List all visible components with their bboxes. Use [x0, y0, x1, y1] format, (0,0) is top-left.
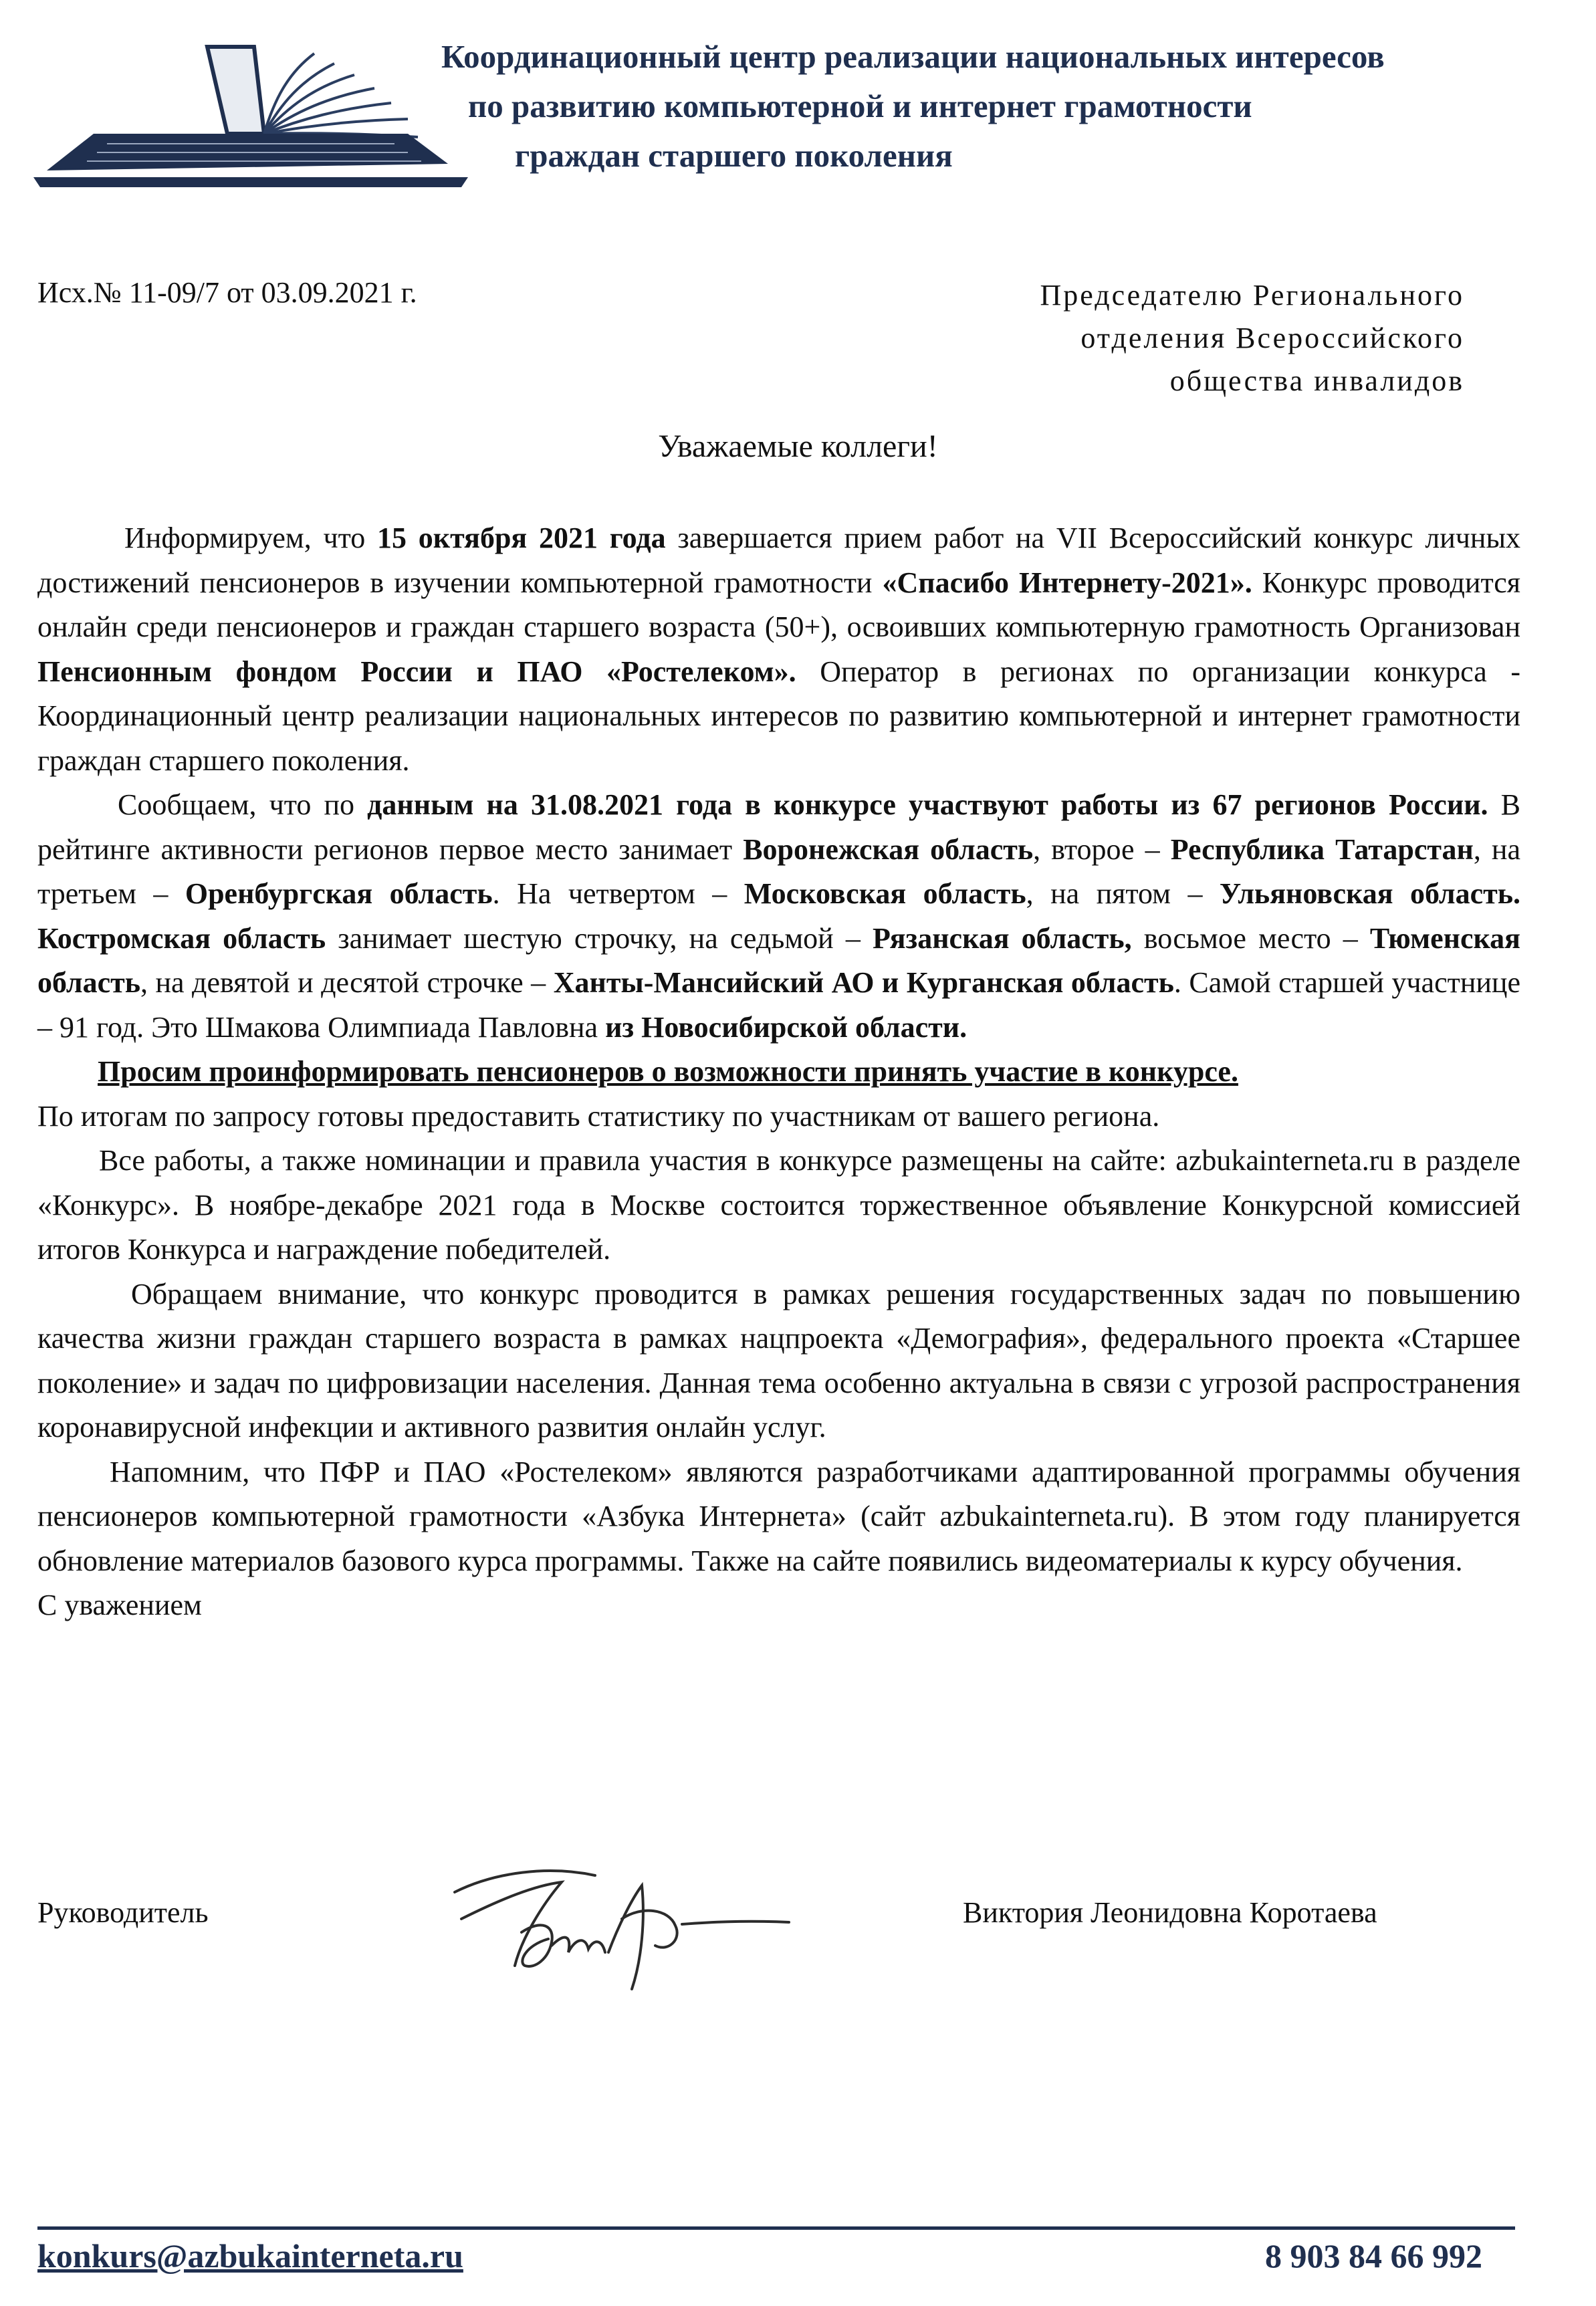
- request-line: Просим проинформировать пенсионеров о возможности принять участие в конкурсе.: [98, 1055, 1238, 1088]
- text-span: , на пятом –: [1026, 877, 1220, 910]
- paragraph-2: [37, 783, 1520, 1050]
- addressee-line: общества инвалидов: [1169, 364, 1464, 397]
- paragraph-1: [37, 516, 1520, 783]
- text-span: Информируем, что: [124, 522, 378, 554]
- bold-span: Республика Татарстан: [1170, 832, 1474, 866]
- bold-span: данным на 31.08.2021 года в конкурсе участвуют работы из 67 регионов России.: [367, 788, 1488, 821]
- text-span: В рейтинге активности регионов первое место занимает: [37, 788, 1520, 866]
- text-span: , второе –: [1033, 832, 1171, 866]
- bold-span: Ульяновская область.: [1219, 877, 1521, 910]
- addressee-line: Председателю Регионального: [1040, 279, 1464, 312]
- bold-span: Ханты-Мансийский АО и Курганская область: [553, 966, 1174, 999]
- text-span: Оператор в регионах по организации конкурса - Координационный центр реализации национальных интересов по развитию компьютерной и интернет грамотности граждан старшего поколения.: [37, 655, 1520, 777]
- bold-span: Пенсионным фондом России и ПАО «Ростелеком».: [37, 655, 796, 688]
- addressee-line: отделения Всероссийского: [1080, 322, 1464, 354]
- bold-span: Тюменская область: [37, 921, 1520, 999]
- signatory-name: Виктория Леонидовна Коротаева: [963, 1896, 1377, 1929]
- text-span: Сообщаем, что по: [118, 788, 368, 821]
- bold-span: из Новосибирской области.: [605, 1010, 967, 1044]
- bold-span: Рязанская область,: [872, 921, 1132, 955]
- org-title-line: по развитию компьютерной и интернет грамотности: [468, 88, 1252, 124]
- text-span: , на девятой и десятой строчке –: [140, 966, 554, 999]
- handwritten-signature: [441, 1845, 816, 1999]
- text-span: . На четвертом –: [492, 877, 744, 910]
- bold-span: Воронежская область: [743, 832, 1034, 866]
- text-span: , на третьем –: [37, 832, 1521, 910]
- text-span: Конкурс проводится онлайн среди пенсионеров и граждан старшего возраста (50+), освоивших компьютерную грамотность Организован: [37, 566, 1521, 643]
- org-title-line: Координационный центр реализации национальных интересов: [441, 38, 1385, 75]
- footer-divider: [37, 2226, 1515, 2230]
- paragraph-5: Обращаем внимание, что конкурс проводится в рамках решения государственных задач по повышению качества жизни граждан старшего возраста в рамках нацпроекта «Демография», федерального проекта «Старшее поколение» и задач по цифровизации населения. Данная тема особенно актуальна в связи с угрозой распространения коронавирусной инфекции и активного развития онлайн услуг.: [37, 1277, 1520, 1444]
- letter-body: [37, 516, 1520, 1628]
- text-span: завершается прием работ на VII Всероссийский конкурс личных достижений пенсионеров в изучении компьютерной грамотности: [37, 522, 1521, 599]
- text-span: . Самой старшей участнице – 91 год. Это Шмакова Олимпиада Павловна: [37, 966, 1520, 1044]
- organization-header: [401, 32, 1538, 181]
- greeting: Уважаемые коллеги!: [658, 429, 938, 464]
- signatory-title: Руководитель: [37, 1896, 209, 1929]
- org-title-line: граждан старшего поколения: [515, 137, 953, 174]
- closing: С уважением: [37, 1589, 202, 1621]
- bold-span: Костромская область: [37, 921, 326, 955]
- bold-span: Московская область: [744, 877, 1026, 910]
- footer-phone: 8 903 84 66 992: [1265, 2237, 1482, 2275]
- paragraph-4: Все работы, а также номинации и правила участия в конкурсе размещены на сайте: azbukainterneta.ru в разделе «Конкурс». В ноябре-декабре 2021 года в Москве состоится торжественное объявление Конкурсной комиссией итогов Конкурса и награждение победителей.: [37, 1144, 1520, 1266]
- bold-span: 15 октября 2021 года: [377, 522, 666, 554]
- footer-email-link[interactable]: konkurs@azbukainterneta.ru: [37, 2237, 463, 2275]
- outgoing-reference: Исх.№ 11-09/7 от 03.09.2021 г.: [37, 276, 417, 309]
- bold-span: «Спасибо Интернету-2021».: [882, 566, 1252, 599]
- text-span: занимает шестую строчку, на седьмой –: [326, 921, 873, 955]
- bold-span: Оренбургская область: [185, 877, 493, 910]
- paragraph-6: Напомним, что ПФР и ПАО «Ростелеком» являются разработчиками адаптированной программы обучения пенсионеров компьютерной грамотности «Азбука Интернета» (сайт azbukainterneta.ru). В этом году планируется обновление материалов базового курса программы. Также на сайте появились видеоматериалы к курсу обучения.: [37, 1455, 1520, 1577]
- text-span: восьмое место –: [1131, 921, 1370, 955]
- paragraph-3: По итогам по запросу готовы предоставить статистику по участникам от вашего региона.: [37, 1099, 1160, 1133]
- addressee-block: [1040, 274, 1465, 402]
